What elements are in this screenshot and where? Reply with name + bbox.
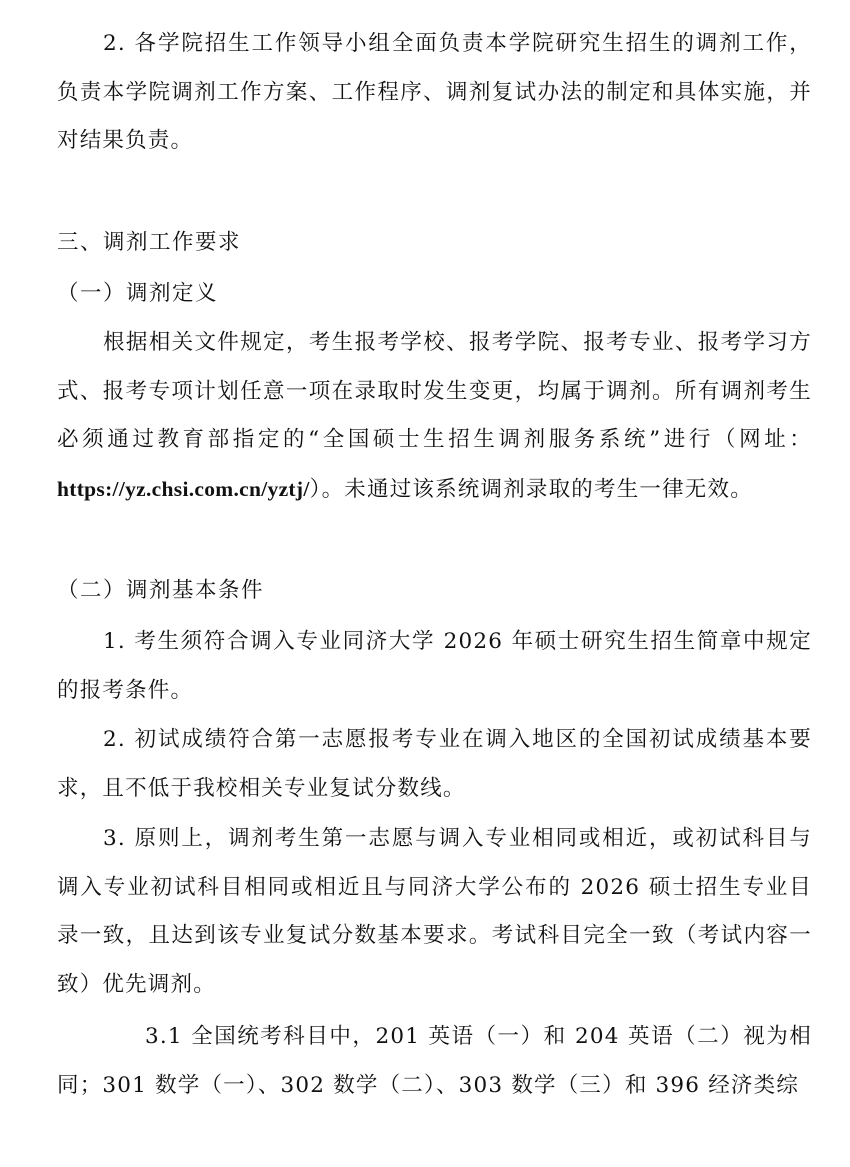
definition-text-part1: 根据相关文件规定，考生报考学校、报考学院、报考专业、报考学习方式、报考专项计划任意一项在录取时发生变更，均属于调剂。所有调剂考生必须通过教育部指定的“全国硕士生招生调剂服务系统”进行（网址： bbox=[57, 330, 812, 452]
subsection-conditions-heading: （二）调剂基本条件 bbox=[57, 578, 265, 603]
subsection-definition-heading: （一）调剂定义 bbox=[57, 281, 219, 306]
section-three-heading: 三、调剂工作要求 bbox=[57, 230, 242, 255]
condition-3-1-paragraph: 3.1 全国统考科目中，201 英语（一）和 204 英语（二）视为相同；301 数学（一）、302 数学（二）、303 数学（三）和 396 经济类综 bbox=[57, 1024, 812, 1098]
paragraph-college-responsibility: 2. 各学院招生工作领导小组全面负责本学院研究生招生的调剂工作，负责本学院调剂工作方案、工作程序、调剂复试办法的制定和具体实施，并对结果负责。 bbox=[57, 31, 812, 153]
condition-1-paragraph: 1. 考生须符合调入专业同济大学 2026 年硕士研究生招生简章中规定的报考条件。 bbox=[57, 629, 812, 703]
condition-2-paragraph: 2. 初试成绩符合第一志愿报考专业在调入地区的全国初试成绩基本要求，且不低于我校相关专业复试分数线。 bbox=[57, 727, 812, 801]
paragraph-adjustment-definition bbox=[57, 319, 812, 514]
adjustment-system-url[interactable]: https://yz.chsi.com.cn/yztj/ bbox=[57, 476, 310, 501]
condition-3-paragraph: 3. 原则上，调剂考生第一志愿与调入专业相同或相近，或初试科目与调入专业初试科目相同或相近且与同济大学公布的 2026 硕士招生专业目录一致，且达到该专业复试分数基本要求。考试科目完全一致（考试内容一致）优先调剂。 bbox=[57, 826, 812, 997]
definition-text-part2: ）。未通过该系统调剂录取的考生一律无效。 bbox=[309, 476, 753, 502]
